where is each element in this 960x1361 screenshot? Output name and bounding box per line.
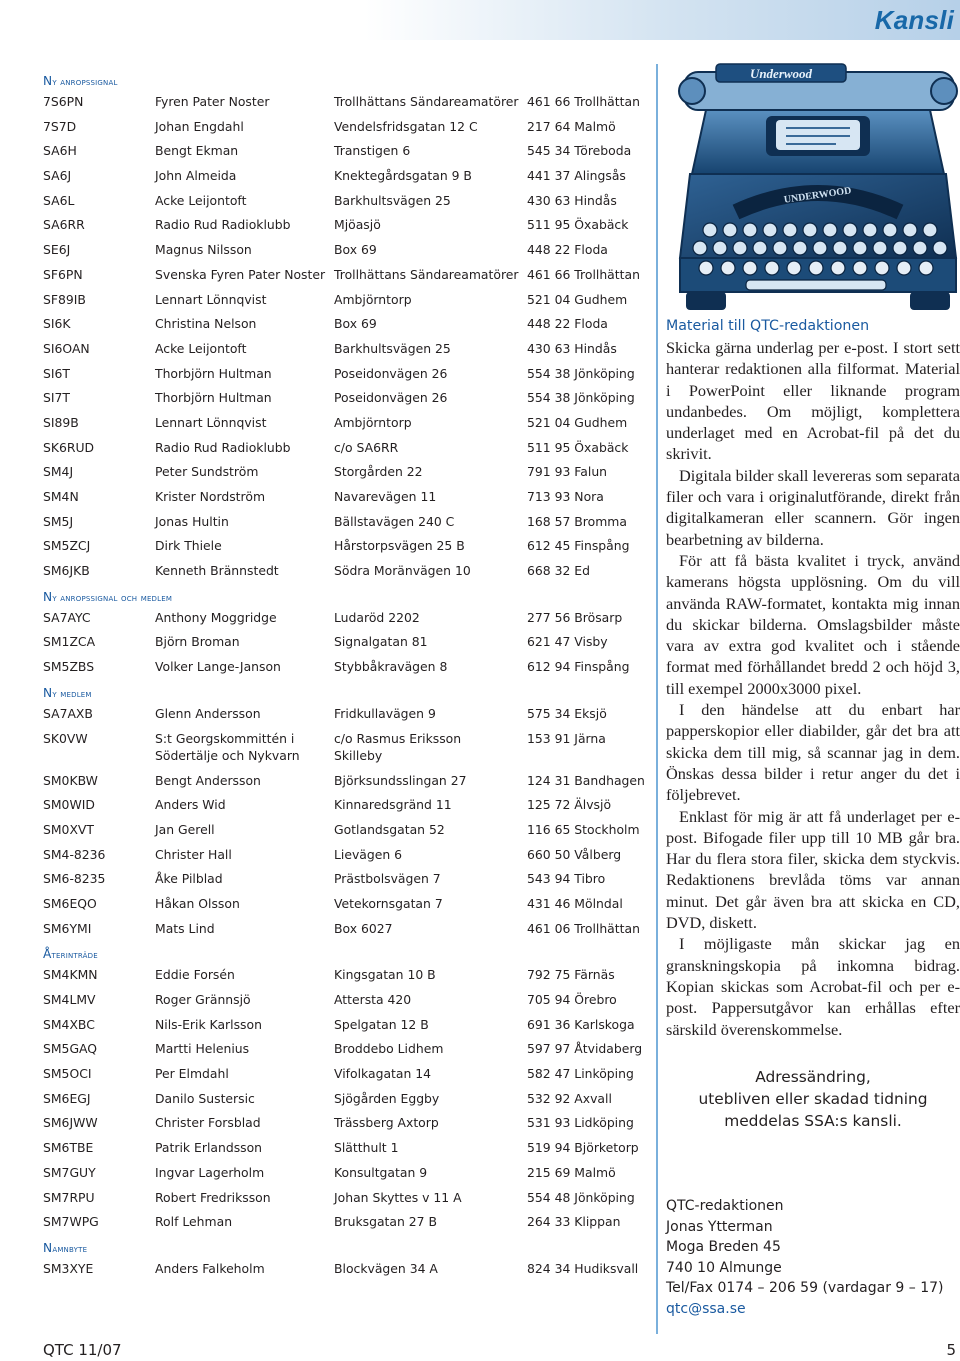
callsign: SI6OAN [43, 340, 90, 356]
street-address: Spelgatan 12 B [334, 1016, 429, 1032]
street-address: Prästbolsvägen 7 [334, 871, 441, 887]
postal-city: 431 46 Mölndal [527, 895, 623, 911]
info-paragraph-5: Enklast för mig är att få underlaget per e-post. Bifogade filer upp till 10 MB går bra. Har du flera stora filer, skicka dem styckvis. Redaktionens brevlåda töms var annan minut. Det går även bra att skicka en CD, DVD, diskett. [666, 806, 960, 933]
column-divider [656, 64, 658, 1334]
table-row [43, 793, 643, 818]
postal-city: 554 38 Jönköping [527, 365, 635, 381]
info-paragraph-1: Skicka gärna underlag per e-post. I stort sett hanterar redaktionen alla filformat. Material i PowerPoint eller liknande program undanbedes. Om möjligt, komplettera underlaget med en Acrobat-fil på det du skrivit. [666, 338, 960, 464]
table-row [43, 1210, 643, 1235]
member-name: Anders Falkeholm [155, 1260, 265, 1276]
postal-city: 792 75 Färnäs [527, 967, 615, 983]
street-address: Ambjörntorp [334, 414, 412, 430]
member-name: Robert Fredriksson [155, 1189, 271, 1205]
table-row [43, 115, 643, 140]
postal-city: 430 63 Hindås [527, 192, 617, 208]
postal-city: 217 64 Malmö [527, 118, 616, 134]
postal-city: 531 93 Lidköping [527, 1115, 634, 1131]
callsign: 7S7D [43, 118, 77, 134]
member-name: Åke Pilblad [155, 871, 223, 887]
street-address: Johan Skyttes v 11 A [334, 1189, 462, 1205]
postal-city: 713 93 Nora [527, 489, 604, 504]
callsign: SM0KBW [43, 772, 98, 788]
member-name: Johan Engdahl [155, 118, 244, 134]
table-row [43, 559, 643, 584]
postal-city: 441 37 Alingsås [527, 168, 626, 184]
callsign: SM6YMI [43, 920, 92, 936]
callsign: SM7GUY [43, 1164, 96, 1180]
table-row [43, 139, 643, 164]
member-list [43, 68, 643, 1282]
table-row [43, 510, 643, 535]
postal-city: 461 66 Trollhättan [527, 94, 640, 109]
info-paragraph-6: I möjligaste mån skickar jag en granskningskopia på inkomna bidrag. Kopian skickas som Acrobat-fil och per e-post. Pappersutgåvor kan erhållas efter särskild överenskommelse. [666, 934, 960, 1039]
callsign: SA6J [43, 168, 72, 184]
street-address: Kingsgatan 10 B [334, 967, 436, 983]
postal-city: 660 50 Vålberg [527, 846, 622, 862]
street-address: Bruksgatan 27 B [334, 1214, 437, 1230]
callsign: SM6JKB [43, 563, 90, 579]
typewriter-brand-top: Underwood [749, 66, 813, 81]
callsign: SM7RPU [43, 1189, 95, 1205]
table-row [43, 892, 643, 917]
street-address: Södra Moränvägen 10 [334, 563, 471, 579]
street-address: Barkhultsvägen 25 [334, 340, 451, 356]
notice-line-3: meddelas SSA:s kansli. [724, 1112, 902, 1130]
postal-city: 448 22 Floda [527, 316, 608, 332]
street-address: Hårstorpsvägen 25 B [334, 538, 465, 554]
address-line-2: Jonas Ytterman [666, 1218, 773, 1235]
callsign: SA6L [43, 192, 75, 208]
postal-city: 691 36 Karlskoga [527, 1016, 635, 1032]
notice-line-2: utebliven eller skadad tidning [698, 1090, 928, 1108]
member-name: Magnus Nilsson [155, 242, 252, 258]
callsign: SA7AYC [43, 609, 91, 625]
callsign: SM5ZCJ [43, 538, 91, 554]
member-name: Glenn Andersson [155, 705, 261, 721]
category-heading: Ny anropssignal [43, 74, 118, 88]
table-row [43, 312, 643, 337]
table-row [43, 630, 643, 655]
member-name: Thorbjörn Hultman [155, 390, 272, 406]
street-address: Storgården 22 [334, 464, 423, 480]
postal-city: 532 92 Axvall [527, 1090, 612, 1106]
member-name: Fyren Pater Noster [155, 94, 270, 109]
info-paragraph-3: För att få bästa kvalitet i tryck, använd kamerans högsta upplösning. Om du vill använda RAW-formatet, kontakta mig innan du skickar bilderna. Omslagsbilder måste vara av extra god kvalitet och i stående format med förhållandet bredd 2 och höjd 3, till exempel 2000x3000 pixel. [666, 550, 960, 698]
table-row [43, 436, 643, 461]
email-link[interactable]: qtc@ssa.se [666, 1300, 746, 1317]
table-row [43, 917, 643, 942]
editorial-info [666, 316, 960, 1040]
table-row [43, 213, 643, 238]
member-name: Håkan Olsson [155, 895, 240, 911]
street-address: Fridkullavägen 9 [334, 705, 436, 721]
postal-city: 511 95 Öxabäck [527, 217, 629, 233]
street-address: Stybbåkravägen 8 [334, 659, 448, 675]
member-name: Nils-Erik Karlsson [155, 1016, 262, 1032]
callsign: SM5OCI [43, 1066, 92, 1082]
typewriter-illustration [676, 62, 960, 314]
callsign: SA7AXB [43, 705, 93, 721]
table-row [43, 963, 643, 988]
member-name: Christina Nelson [155, 316, 257, 332]
member-name: Anthony Moggridge [155, 609, 277, 625]
member-name: Radio Rud Radioklubb [155, 217, 291, 233]
table-row [43, 818, 643, 843]
callsign: SM0XVT [43, 821, 94, 837]
street-address: Ambjörntorp [334, 291, 412, 307]
table-row [43, 1037, 643, 1062]
callsign: 7S6PN [43, 94, 84, 109]
callsign: SM7WPG [43, 1214, 99, 1230]
callsign: SM6EQO [43, 895, 97, 911]
table-row [43, 1087, 643, 1112]
postal-city: 264 33 Klippan [527, 1214, 621, 1230]
member-name: Krister Nordström [155, 489, 266, 504]
callsign: SM6JWW [43, 1115, 98, 1131]
street-address: Konsultgatan 9 [334, 1164, 428, 1180]
postal-city: 612 94 Finspång [527, 659, 630, 675]
member-name: Radio Rud Radioklubb [155, 439, 291, 455]
street-address: Barkhultsvägen 25 [334, 192, 451, 208]
callsign: SK0VW [43, 730, 88, 746]
table-row [43, 460, 643, 485]
table-row [43, 362, 643, 387]
postal-city: 621 47 Visby [527, 634, 608, 650]
street-address: Knektegårdsgatan 9 B [334, 168, 472, 184]
callsign: SE6J [43, 242, 71, 258]
postal-city: 521 04 Gudhem [527, 291, 628, 307]
member-name: Svenska Fyren Pater Noster [155, 266, 326, 282]
info-paragraph-4: I den händelse att du enbart har papperskopior eller diabilder, går det bra att skicka dem till mig, så scannar jag in dem. Önskas dessa bilder i retur anger du det i följebrevet. [666, 700, 960, 805]
table-row [43, 606, 643, 631]
callsign: SM4J [43, 464, 74, 480]
callsign: SI7T [43, 390, 70, 406]
street-address: Trollhättans Sändareamatörer [334, 266, 519, 282]
street-address: Ludaröd 2202 [334, 609, 420, 625]
member-name: Danilo Sustersic [155, 1090, 255, 1106]
street-address: Box 6027 [334, 920, 393, 936]
address-change-notice [666, 1066, 960, 1132]
postal-city: 705 94 Örebro [527, 992, 617, 1007]
postal-city: 511 95 Öxabäck [527, 439, 629, 455]
postal-city: 448 22 Floda [527, 242, 608, 258]
member-name: Dirk Thiele [155, 538, 222, 554]
postal-city: 554 38 Jönköping [527, 390, 635, 406]
callsign: SM5GAQ [43, 1041, 98, 1057]
table-row [43, 1013, 643, 1038]
postal-city: 461 66 Trollhättan [527, 266, 640, 282]
member-name: Acke Leijontoft [155, 340, 247, 356]
postal-city: 168 57 Bromma [527, 513, 627, 529]
street-address: Mjöasjö [334, 217, 381, 233]
street-address: Kinnaredsgränd 11 [334, 797, 452, 813]
table-row [43, 263, 643, 288]
callsign: SM6EGJ [43, 1090, 91, 1106]
editor-address [666, 1196, 960, 1319]
table-row [43, 1186, 643, 1211]
table-row [43, 1136, 643, 1161]
table-row [43, 534, 643, 559]
table-row [43, 867, 643, 892]
table-row [43, 1062, 643, 1087]
member-name: Björn Broman [155, 634, 240, 650]
table-row [43, 485, 643, 510]
postal-city: 545 34 Töreboda [527, 143, 632, 159]
category-heading: Återinträde [43, 947, 98, 962]
postal-city: 554 48 Jönköping [527, 1189, 635, 1205]
member-name: Christer Hall [155, 846, 232, 862]
notice-line-1: Adressändring, [755, 1068, 871, 1086]
callsign: SM4-8236 [43, 846, 106, 862]
address-line-3: Moga Breden 45 [666, 1239, 781, 1255]
postal-city: 116 65 Stockholm [527, 821, 640, 837]
postal-city: 519 94 Björketorp [527, 1140, 639, 1156]
callsign: SM5J [43, 513, 74, 529]
table-row [43, 843, 643, 868]
table-row [43, 727, 643, 769]
category-heading: Namnbyte [43, 1240, 88, 1255]
address-phone: Tel/Fax 0174 – 206 59 (vardagar 9 – 17) [666, 1280, 944, 1296]
table-row [43, 386, 643, 411]
callsign: SI6T [43, 365, 70, 381]
member-name: Kenneth Brännstedt [155, 563, 279, 579]
typewriter-brand-front: UNDERWOOD [783, 185, 853, 206]
street-address: Vetekornsgatan 7 [334, 895, 443, 911]
member-name: Jan Gerell [155, 821, 215, 837]
callsign: SM4LMV [43, 992, 96, 1007]
callsign: SM1ZCA [43, 634, 96, 650]
street-address: Vifolkagatan 14 [334, 1066, 432, 1082]
page-number: 5 [946, 1341, 956, 1359]
street-address: Bällstavägen 240 C [334, 513, 455, 529]
street-address: Trässberg Axtorp [334, 1115, 439, 1131]
street-address: c/o Rasmus Eriksson Skilleby [334, 730, 462, 763]
member-name: Ingvar Lagerholm [155, 1164, 265, 1180]
street-address: Transtigen 6 [334, 143, 411, 159]
street-address: Björksundsslingan 27 [334, 772, 467, 788]
postal-city: 582 47 Linköping [527, 1066, 634, 1082]
member-name: S:t Georgskommittén i Södertälje och Nykvarn [155, 730, 300, 763]
street-address: Slätthult 1 [334, 1140, 399, 1156]
member-name: Bengt Andersson [155, 772, 261, 788]
category-heading: Ny medlem [43, 685, 92, 700]
postal-city: 668 32 Ed [527, 563, 590, 579]
issue-label: QTC 11/07 [43, 1341, 122, 1359]
postal-city: 124 31 Bandhagen [527, 772, 645, 788]
callsign: SK6RUD [43, 439, 95, 455]
street-address: Gotlandsgatan 52 [334, 821, 445, 837]
street-address: Broddebo Lidhem [334, 1041, 444, 1057]
info-paragraph-2: Digitala bilder skall levereras som separata filer och vara i originalutförande, direkt från digitalkameran eller scannern. Gör ingen bearbetning av bilderna. [666, 465, 960, 549]
table-row [43, 288, 643, 313]
postal-city: 461 06 Trollhättan [527, 920, 640, 936]
table-row [43, 1161, 643, 1186]
callsign: SA6RR [43, 217, 85, 233]
postal-city: 277 56 Brösarp [527, 609, 623, 625]
callsign: SM4XBC [43, 1016, 95, 1032]
table-row [43, 337, 643, 362]
header-band [0, 0, 960, 40]
member-name: Christer Forsblad [155, 1115, 261, 1131]
street-address: Attersta 420 [334, 992, 412, 1007]
member-name: Eddie Forsén [155, 967, 235, 983]
address-line-4: 740 10 Almunge [666, 1259, 782, 1276]
callsign: SI6K [43, 316, 71, 332]
callsign: SM4N [43, 489, 79, 504]
postal-city: 597 97 Åtvidaberg [527, 1041, 643, 1057]
address-line-1: QTC-redaktionen [666, 1198, 784, 1214]
member-name: Lennart Lönnqvist [155, 291, 267, 307]
callsign: SM6-8235 [43, 871, 106, 887]
street-address: Poseidonvägen 26 [334, 390, 448, 406]
street-address: Box 69 [334, 242, 377, 258]
street-address: Navarevägen 11 [334, 489, 437, 504]
street-address: Blockvägen 34 A [334, 1260, 438, 1276]
postal-city: 824 34 Hudiksvall [527, 1260, 639, 1276]
table-row [43, 988, 643, 1013]
postal-city: 215 69 Malmö [527, 1164, 616, 1180]
info-heading: Material till QTC-redaktionen [666, 318, 870, 334]
postal-city: 543 94 Tibro [527, 871, 606, 887]
postal-city: 430 63 Hindås [527, 340, 617, 356]
table-row [43, 238, 643, 263]
member-name: Jonas Hultin [155, 513, 229, 529]
member-name: Rolf Lehman [155, 1214, 233, 1230]
member-name: Patrik Erlandsson [155, 1140, 263, 1156]
member-sections [43, 72, 643, 1282]
postal-city: 791 93 Falun [527, 464, 608, 480]
table-row [43, 1257, 643, 1282]
member-name: Peter Sundström [155, 464, 259, 480]
postal-city: 153 91 Järna [527, 730, 606, 746]
street-address: Poseidonvägen 26 [334, 365, 448, 381]
category-heading: Ny anropssignal och medlem [43, 589, 173, 604]
street-address: Signalgatan 81 [334, 634, 428, 650]
member-name: John Almeida [155, 168, 237, 184]
postal-city: 125 72 Älvsjö [527, 797, 612, 813]
postal-city: 521 04 Gudhem [527, 414, 628, 430]
table-row [43, 411, 643, 436]
callsign: SF6PN [43, 266, 83, 282]
member-name: Roger Grännsjö [155, 992, 251, 1007]
member-name: Thorbjörn Hultman [155, 365, 272, 381]
street-address: Box 69 [334, 316, 377, 332]
callsign: SM5ZBS [43, 659, 95, 675]
section-title: Kansli [874, 5, 954, 35]
callsign: SM0WID [43, 797, 95, 813]
callsign: SF89IB [43, 291, 86, 307]
table-row [43, 90, 643, 115]
member-name: Mats Lind [155, 920, 215, 936]
callsign: SI89B [43, 414, 79, 430]
callsign: SA6H [43, 143, 77, 159]
table-row [43, 702, 643, 727]
street-address: Sjögården Eggby [334, 1090, 440, 1106]
street-address: Vendelsfridsgatan 12 C [334, 118, 478, 134]
postal-city: 612 45 Finspång [527, 538, 630, 554]
street-address: Trollhättans Sändareamatörer [334, 94, 519, 109]
member-name: Lennart Lönnqvist [155, 414, 267, 430]
member-name: Per Elmdahl [155, 1066, 229, 1082]
member-name: Acke Leijontoft [155, 192, 247, 208]
postal-city: 575 34 Eksjö [527, 705, 607, 721]
member-name: Anders Wid [155, 797, 226, 813]
table-row [43, 189, 643, 214]
table-row [43, 164, 643, 189]
table-row [43, 769, 643, 794]
callsign: SM3XYE [43, 1260, 94, 1276]
member-name: Volker Lange-Janson [155, 659, 281, 675]
callsign: SM6TBE [43, 1140, 94, 1156]
member-name: Martti Helenius [155, 1041, 250, 1057]
street-address: Lievägen 6 [334, 846, 403, 862]
member-name: Bengt Ekman [155, 143, 239, 159]
callsign: SM4KMN [43, 967, 98, 983]
street-address: c/o SA6RR [334, 439, 399, 455]
table-row [43, 655, 643, 680]
table-row [43, 1111, 643, 1136]
